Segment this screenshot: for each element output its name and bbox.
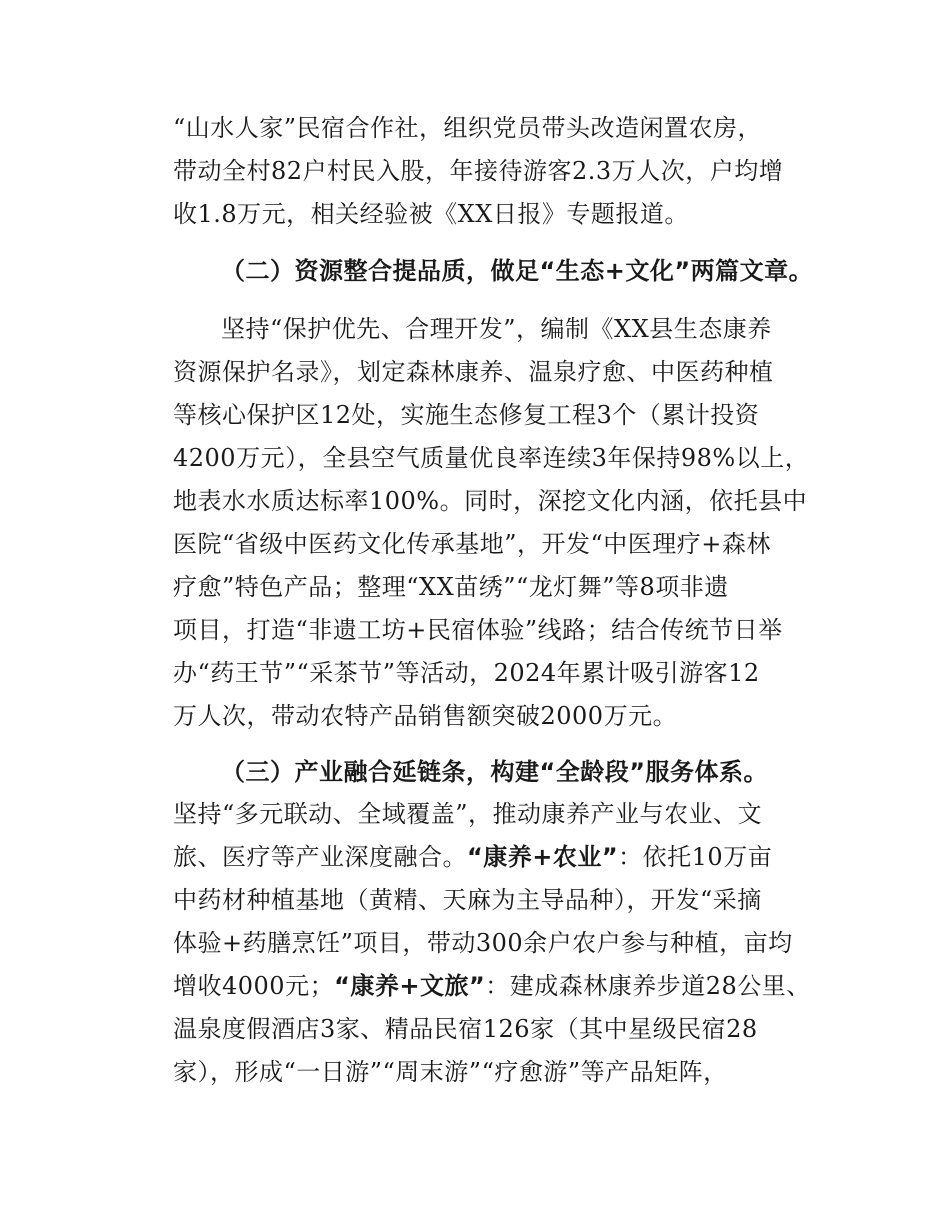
- paragraph3-line2: [173, 842, 772, 872]
- paragraph3-line5: [173, 971, 811, 1001]
- kangyang-tourism-label: “康养+文旅”: [334, 972, 486, 1000]
- paragraph3-line2-text: 旅、医疗等产业深度融合。: [173, 843, 467, 871]
- paragraph1-line3: 收1.8万元，相关经验被《XX日报》专题报道。: [173, 200, 689, 228]
- paragraph2-line5: 地表水水质达标率100%。同时，深挖文化内涵，依托县中: [173, 487, 808, 515]
- paragraph3-line1: 坚持“多元联动、全域覆盖”，推动康养产业与农业、文: [173, 800, 763, 828]
- paragraph3-line6: 温泉度假酒店3家、精品民宿126家（其中星级民宿28: [173, 1015, 758, 1043]
- paragraph2-line1: 坚持“保护优先、合理开发”，编制《XX县生态康养: [221, 315, 772, 343]
- paragraph2-line10: 万人次，带动农特产品销售额突破2000万元。: [173, 702, 678, 730]
- paragraph1-line1: “山水人家”民宿合作社，组织党员带头改造闲置农房，: [173, 114, 763, 142]
- paragraph3-line4: 体验+药膳烹饪”项目，带动300余户农户参与种植，亩均: [173, 929, 793, 957]
- paragraph2-line6: 医院“省级中医药文化传承基地”，开发“中医理疗+森林: [173, 530, 771, 558]
- paragraph3-line7: 家），形成“一日游”“周末游”“疗愈游”等产品矩阵，: [173, 1058, 728, 1086]
- paragraph1-line2: 带动全村82户村民入股，年接待游客2.3万人次，户均增: [173, 157, 784, 185]
- paragraph2-line4: 4200万元），全县空气质量优良率连续3年保持98%以上，: [173, 444, 810, 472]
- section-heading-3: （三）产业融合延链条，构建“全龄段”服务体系。: [221, 758, 769, 786]
- paragraph2-line2: 资源保护名录》，划定森林康养、温泉疗愈、中医药种植: [173, 358, 774, 386]
- paragraph2-line8: 项目，打造“非遗工坊+民宿体验”线路；结合传统节日举: [173, 616, 783, 644]
- section-heading-2: （二）资源整合提品质，做足“生态+文化”两篇文章。: [221, 257, 814, 285]
- paragraph2-line3: 等核心保护区12处，实施生态修复工程3个（累计投资: [173, 401, 760, 429]
- paragraph2-line7: 疗愈”特色产品；整理“XX苗绣”“龙灯舞”等8项非遗: [173, 573, 729, 601]
- paragraph3-line5-tail: ：建成森林康养步道28公里、: [485, 972, 811, 1000]
- paragraph2-line9: 办“药王节”“采茶节”等活动，2024年累计吸引游客12: [173, 659, 760, 687]
- paragraph3-line5-text: 增收4000元；: [173, 972, 335, 1000]
- paragraph3-line3: 中药材种植基地（黄精、天麻为主导品种），开发“采摘: [173, 886, 762, 914]
- kangyang-agriculture-label: “康养+农业”: [467, 843, 619, 871]
- paragraph3-line2-tail: ：依托10万亩: [618, 843, 773, 871]
